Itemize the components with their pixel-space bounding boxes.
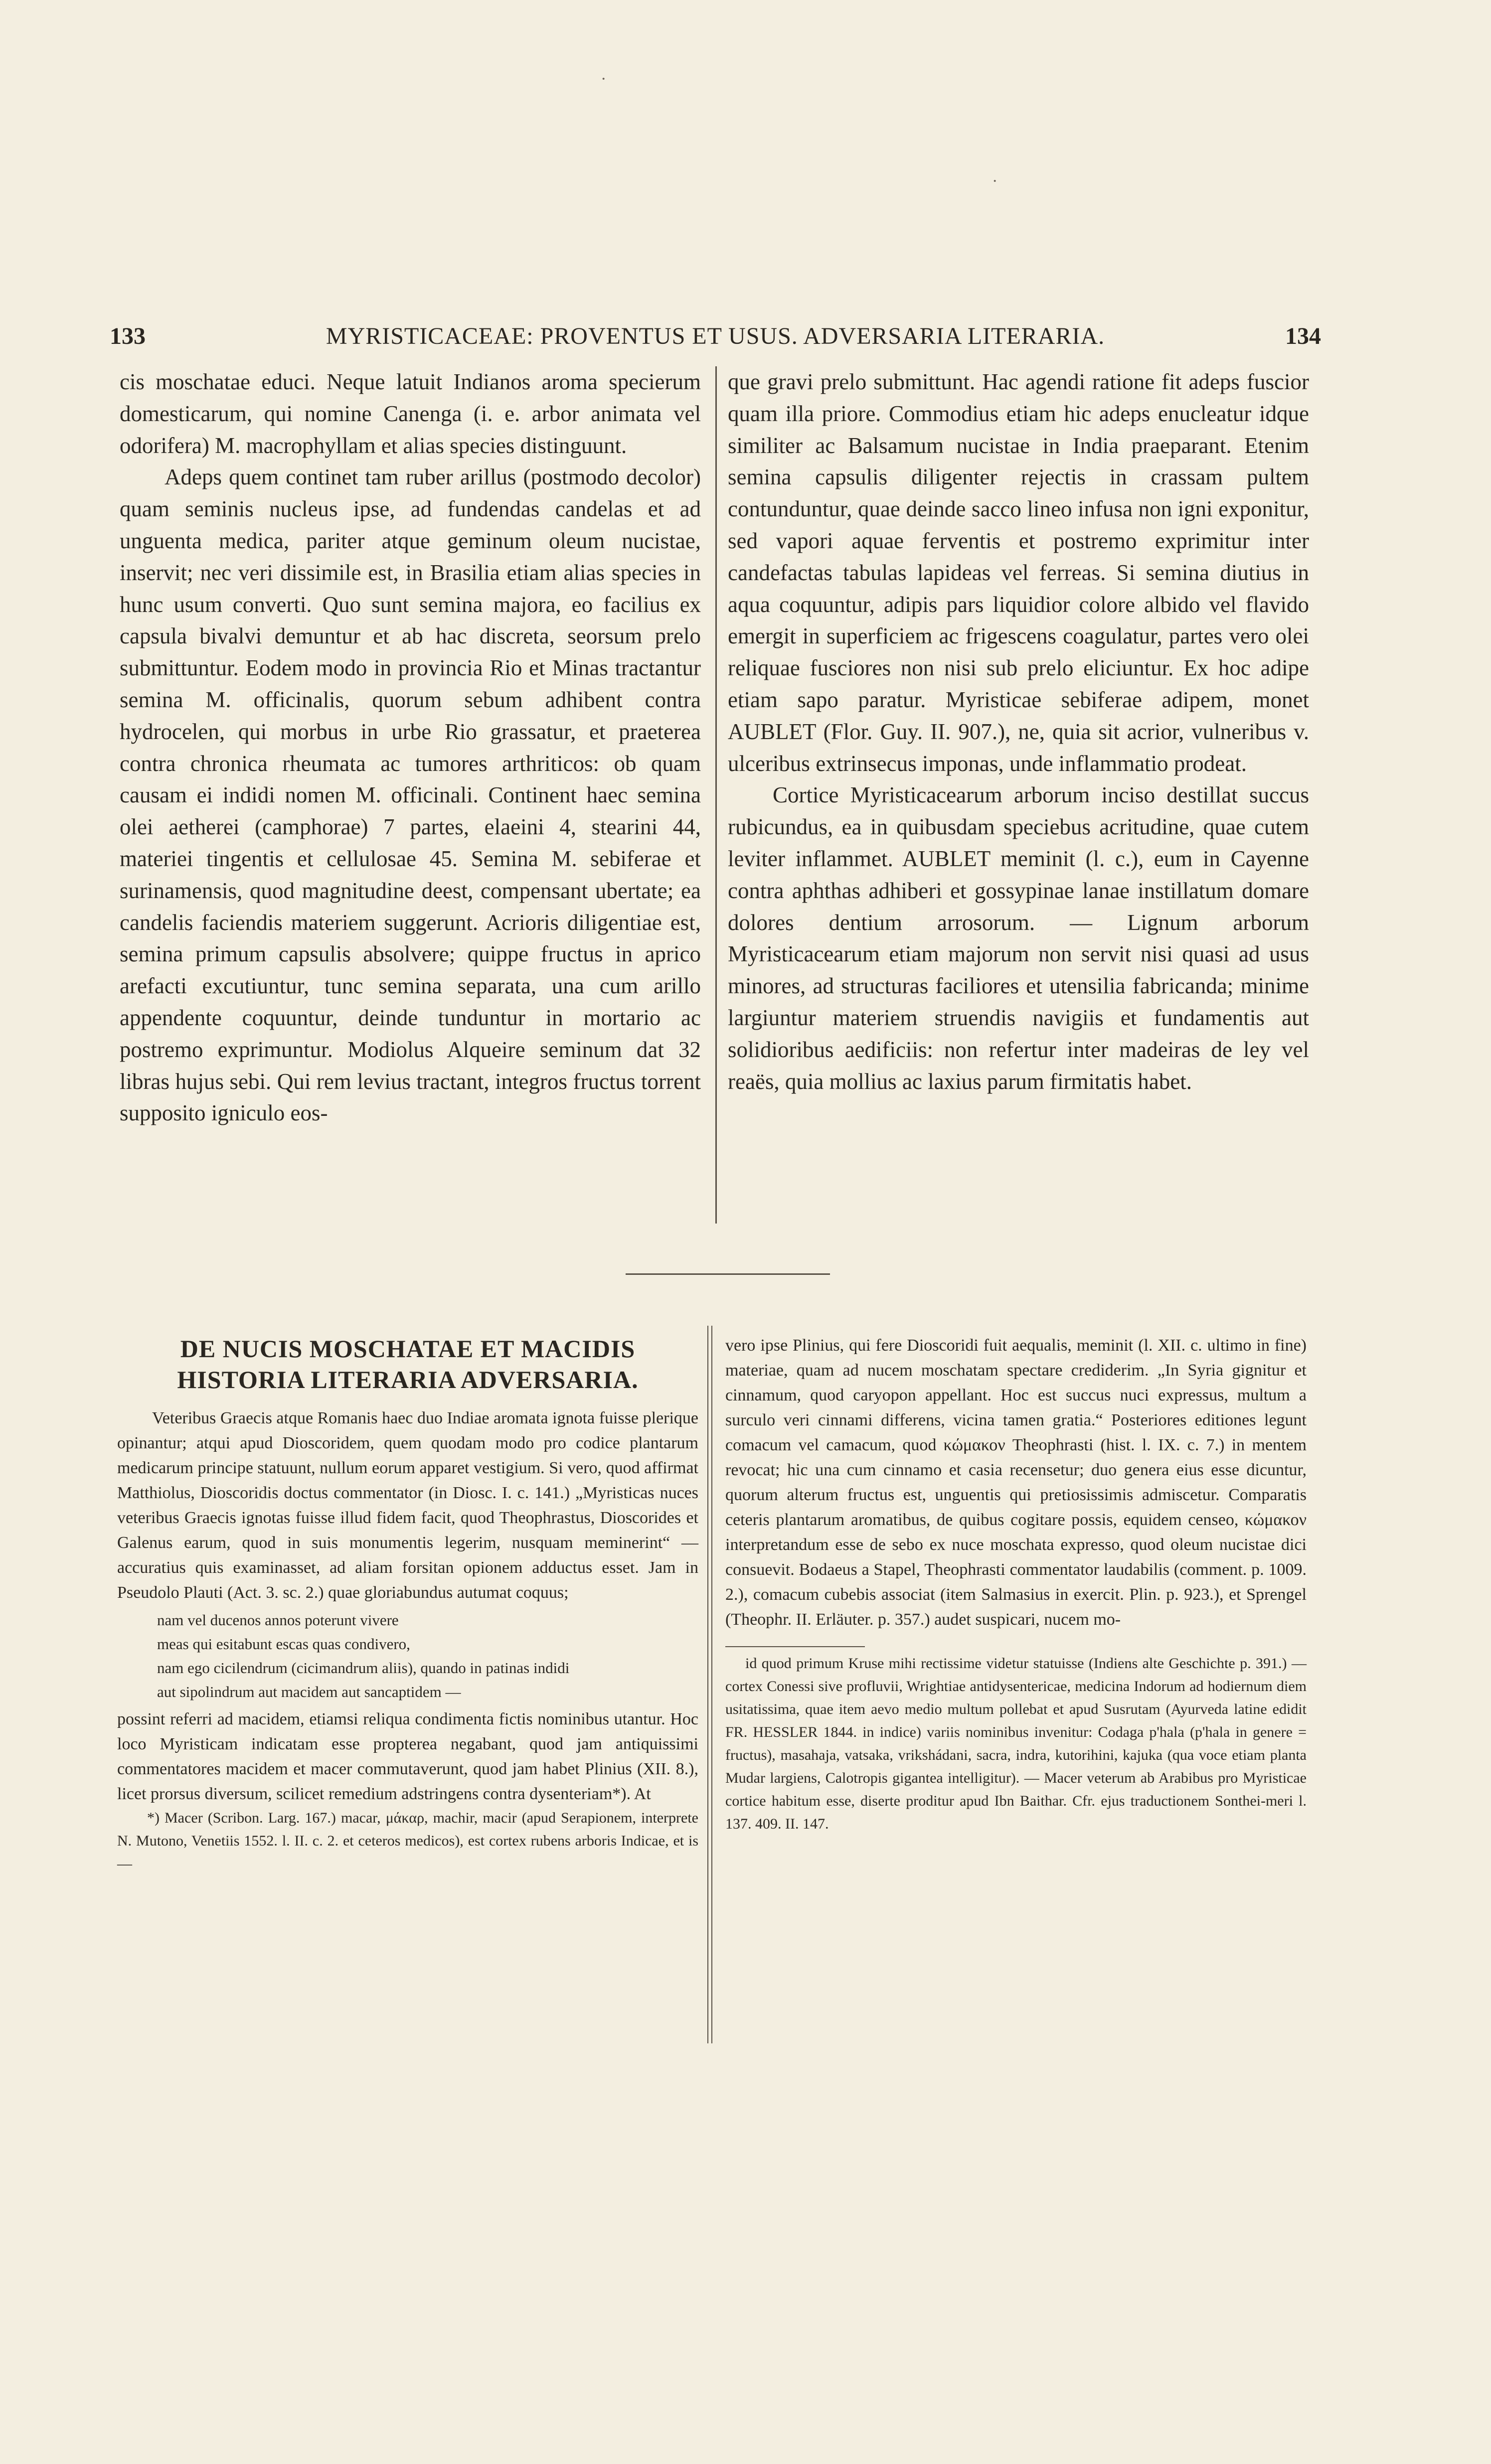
bottom-right-column: [725, 1333, 1307, 1836]
paragraph: que gravi prelo submittunt. Hac agendi ratione fit adeps fuscior quam illa priore. Commodius etiam hic adeps enucleatur idque similiter ac Balsamum nucistae in India praeparant. Etenim semina capsulis diligenter rejectis in crassam pultem contunduntur, quae deinde sacco lineo infusa non igni exponitur, sed vapori aquae ferventis et postremo exprimitur inter candefactas tabulas lapideas vel ferreas. Si semina diutius in aqua coquuntur, adipis pars liquidior colore albido vel flavido emergit in superficiem ac frigescens coagulatur, partes vero olei reliquae fusciores non nisi sub prelo eliciuntur. Ex hoc adipe etiam sapo paratur. Myristicae sebiferae adipem, monet AUBLET (Flor. Guy. II. 907.), ne, quia sit acrior, vulneribus v. ulceribus extrinsecus imponas, unde inflammatio prodeat.: [728, 369, 1309, 776]
section-separator: [626, 1273, 830, 1275]
top-left-column: [120, 366, 701, 1129]
paragraph: Cortice Myristicacearum arborum inciso destillat succus rubicundus, ea in quibusdam speciebus acritudine, quae cutem leviter inflammet. AUBLET meminit (l. c.), eum in Cayenne contra aphthas adhiberi et gossypinae lanae instillatum domare dolores dentium arrosorum. — Lignum arborum Myristicacearum etiam majorum non servit nisi quasi ad usus minores, ad structuras faciliores et utensilia fabricanda; minime largiuntur materiem struendis navigiis et fundamentis aut solidioribus aedificiis: non refertur inter madeiras de ley vel reaës, quia mollius ac laxius parum firmitatis habet.: [728, 782, 1309, 1094]
page-number-right: 134: [1285, 323, 1321, 349]
paragraph: vero ipse Plinius, qui fere Dioscoridi fuit aequalis, meminit (l. XII. c. ultimo in fine) materiae, quam ad nucem moschatam spectare crediderim. „In Syria gignitur et cinnamum, quod caryopon appellant. Hoc est succus nuci expressus, multum a surculo veri cinnami differens, vicina tamen gratia.“ Posteriores editiones legunt comacum vel camacum, quod κώμακον Theophrasti (hist. l. IX. c. 7.) in mentem revocat; hic una cum cinnamo et casia recensetur; duo genera eius esse dicuntur, quorum alterum fructus est, unguentis qui pretiosissimis admiscetur. Comparatis ceteris plantarum aromatibus, de quibus cogitare possis, equidem censeo, κώμακον interpretandum esse de sebo ex nuce moschata expresso, quod oleum nucistae dici consuevit. Bodaeus a Stapel, Theophrasti commentator laudabilis (comment. p. 1009. 2.), comacum cubebis associat (item Salmasius in exercit. Plin. p. 923.), et Sprengel (Theophr. II. Erläuter. p. 357.) audet suspicari, nucem mo-: [725, 1336, 1307, 1629]
paragraph: possint referri ad macidem, etiamsi reliqua condimenta fictis nominibus utantur. Hoc loco Myristicam indicatam esse propterea negabant, quod jam antiquissimi commentatores macidem et macer commutaverunt, quod jam habet Plinius (XII. 8.), licet prorsus diversum, scilicet remedium adstringens contra dysenteriam*). At: [117, 1710, 698, 1803]
footnote: *) Macer (Scribon. Larg. 167.) macar, μάκαρ, machir, macir (apud Serapionem, interprete N. Mutono, Venetiis 1552. l. II. c. 2. et ceteros medicos), est cortex rubens arboris Indicae, et is —: [117, 1810, 698, 1872]
verse-quote: [157, 1608, 698, 1704]
paragraph: Veteribus Graecis atque Romanis haec duo Indiae aromata ignota fuisse plerique opinantur; atqui apud Dioscoridem, quem quodam modo pro codice plantarum medicarum principe statuunt, nullum eorum apparet vestigium. Si vero, quod affirmat Matthiolus, Dioscoridis doctus commentator (in Diosc. I. c. 141.) „Myristicas nuces veteribus Graecis ignotas fuisse illud fidem facit, quod Theophrastus, Dioscorides et Galenus earum, quod in suis monumentis legerim, nusquam meminerint“ — accuratius quis examinasset, ad aliam forsitan opionem adductus esset. Jam in Pseudolo Plauti (Act. 3. sc. 2.) quae gloriabundus autumat coquus;: [117, 1409, 698, 1602]
verse-line: nam vel ducenos annos poterunt vivere: [157, 1611, 399, 1629]
section-title: DE NUCIS MOSCHATAE ET MACIDIS HISTORIA LITERARIA ADVERSARIA.: [177, 1335, 639, 1393]
footnote-rule: [725, 1646, 865, 1647]
paragraph: Adeps quem continet tam ruber arillus (postmodo decolor) quam seminis nucleus ipse, ad fundendas candelas et ad unguenta medica, pariter atque geminum oleum nucistae, inservit; nec veri dissimile est, in Brasilia etiam alias species in hunc usum converti. Quo sunt semina majora, eo facilius ex capsula bivalvi demuntur et ab hac discreta, seorsum prelo submittuntur. Eodem modo in provincia Rio et Minas tractantur semina M. officinalis, quorum sebum adhibent contra hydrocelen, qui morbus in urbe Rio grassatur, et praeterea contra chronica rheumata ac tumores arthriticos: ob quam causam ei indidi nomen M. officinali. Continent haec semina olei aetherei (camphorae) 7 partes, elaeini 4, stearini 44, materiei tingentis et cellulosae 45. Semina M. sebiferae et surinamensis, quod magnitudine deest, compensant ubertate; ea candelis faciendis materiem suggerunt. Acrioris diligentiae est, semina primum capsulis absolvere; quippe fructus in aprico arefacti excutiuntur, tunc semina separata, una cum arillo appendente coquuntur, deinde tunduntur in mortario ac postremo exprimuntur. Modiolus Alqueire seminum dat 32 libras hujus sebi. Qui rem levius tractant, integros fructus torrent supposito igniculo eos-: [120, 464, 701, 1126]
bottom-left-column: [117, 1333, 698, 1875]
running-header: [110, 316, 1321, 356]
verse-line: meas qui esitabunt escas quas condivero,: [157, 1635, 410, 1653]
top-right-column: [728, 366, 1309, 1097]
bottom-column-divider-a: [707, 1326, 708, 2043]
footnote-continuation: id quod primum Kruse mihi rectissime videtur statuisse (Indiens alte Geschichte p. 391.) — cortex Conessi sive profluvii, Wrightiae antidysentericae, medicina Indorum ad hodiernum diem usitatissima, quae item aevo medio multum pollebat et apud Susrutam (Ayurveda latine edidit FR. HESSLER 1844. in indice) variis nominibus invenitur: Codaga p'hala (p'hala in genere = fructus), masahaja, vatsaka, vrikshádani, sacra, indra, kutorihini, kajuka (qua voce etiam planta Mudar largiens, Calotropis gigantea intelligitur). — Macer veterum ab Arabibus pro Myristicae cortice habitum esse, diserte proditur apud Ibn Baithar. Cfr. ejus traductionem Sonthei-meri l. 137. 409. II. 147.: [725, 1655, 1307, 1832]
verse-line: aut sipolindrum aut macidem aut sancaptidem —: [157, 1683, 461, 1700]
print-speck-top: ·: [601, 70, 607, 88]
page-number-left: 133: [110, 323, 146, 349]
verse-line: nam ego cicilendrum (cicimandrum aliis), quando in patinas indidi: [157, 1659, 570, 1677]
bottom-column-divider-b: [711, 1326, 712, 2043]
top-column-divider: [715, 366, 717, 1224]
running-title: MYRISTICACEAE: PROVENTUS ET USUS. ADVERSARIA LITERARIA.: [326, 323, 1105, 349]
paragraph: cis moschatae educi. Neque latuit Indianos aroma specierum domesticarum, qui nomine Canenga (i. e. arbor animata vel odorifera) M. macrophyllam et alias species distinguunt.: [120, 369, 701, 458]
print-speck-right: ·: [992, 172, 998, 190]
